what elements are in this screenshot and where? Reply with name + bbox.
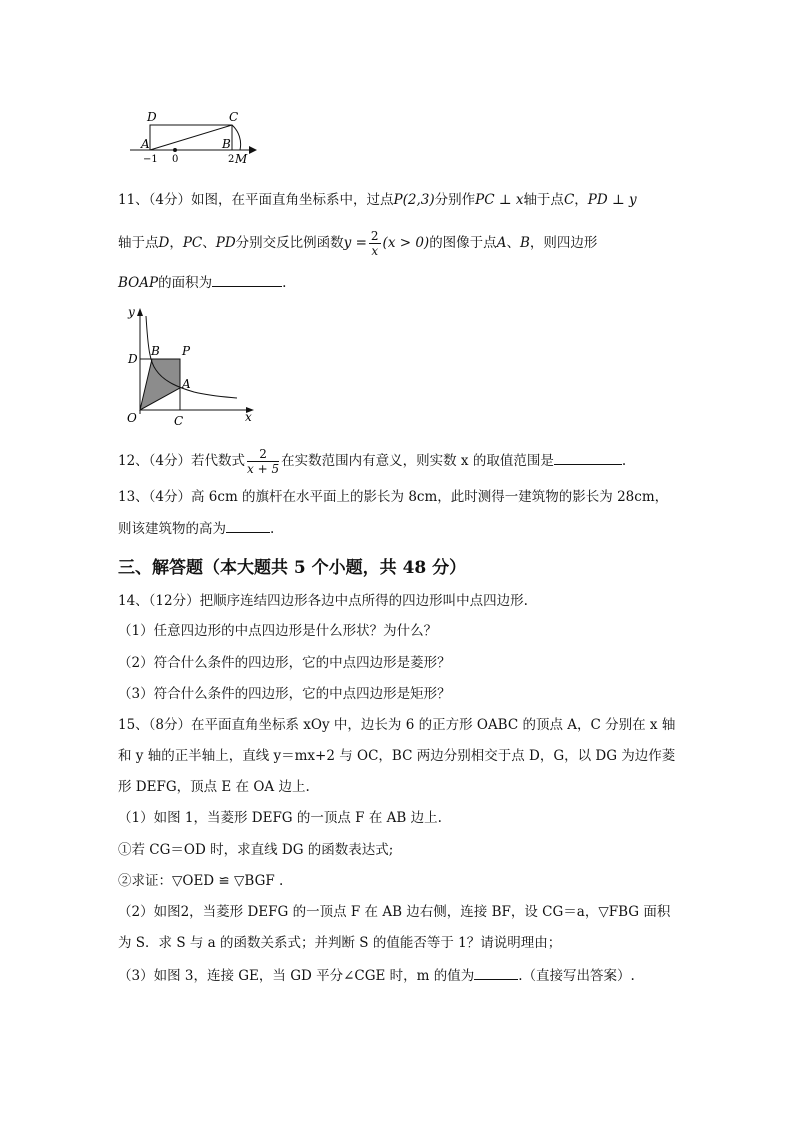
- frac-num: 2: [247, 447, 279, 462]
- q12-end: .: [621, 453, 627, 469]
- pc-perp-x: PC ⊥ x: [475, 192, 524, 208]
- q13-text: 则该建筑物的高为: [118, 521, 226, 537]
- point-C: C: [563, 192, 575, 208]
- fraction-2-over-x: [369, 229, 381, 258]
- label-C: C: [229, 110, 239, 124]
- answer-blank[interactable]: [554, 450, 622, 465]
- tick-neg1: −1: [143, 154, 158, 165]
- label-x: x: [245, 410, 252, 424]
- section-title: 三、解答题（本大题共 5 个小题，共 48 分）: [118, 558, 467, 578]
- q11-text: 的图像于点: [429, 235, 497, 251]
- q11-text: 的面积为: [158, 275, 213, 291]
- pd-perp-y: PD ⊥ y: [587, 192, 637, 208]
- segment-PC: PC: [182, 235, 203, 251]
- q15-line5: ①若 CG＝OD 时，求直线 DG 的函数表达式;: [118, 842, 394, 858]
- q11-line3: [118, 272, 286, 293]
- q15-line8: 为 S．求 S 与 a 的函数关系式；并判断 S 的值能否等于 1？请说明理由；: [118, 935, 562, 951]
- q15-end: .（直接写出答案）.: [518, 968, 635, 984]
- q11-text: 11、（4分）如图，在平面直角坐标系中，过点: [118, 192, 394, 208]
- label-y: y: [128, 305, 135, 319]
- q11-sep: 、: [506, 235, 520, 251]
- q14-part3: （3）符合什么条件的四边形，它的中点四边形是矩形？: [118, 686, 451, 702]
- label-M: M: [235, 152, 248, 166]
- q11-text: 轴于点: [523, 192, 564, 208]
- number-line-figure: [125, 108, 260, 166]
- q13-line2: [118, 518, 274, 539]
- q11-end: .: [282, 275, 287, 291]
- q11-text: 轴于点: [118, 235, 159, 251]
- q13-line1: 13、（4分）高 6cm 的旗杆在水平面上的影长为 8cm，此时测得一建筑物的影长为 28cm，: [118, 489, 669, 505]
- q15-text: （3）如图 3，连接 GE，当 GD 平分∠CGE 时，m 的值为: [118, 968, 475, 984]
- tick-0: 0: [172, 154, 179, 165]
- label-P: P: [182, 344, 191, 358]
- fraction-2-over-x-plus-5: [247, 447, 279, 476]
- frac-den: x: [371, 244, 379, 258]
- answer-blank[interactable]: [474, 965, 518, 980]
- hyperbola-figure: [122, 304, 262, 430]
- q12-line: [118, 444, 626, 478]
- q15-line6: ②求证：▽OED ≌ ▽BGF .: [118, 873, 284, 889]
- label-A: A: [141, 137, 150, 151]
- q15-line3: 形 DEFG，顶点 E 在 OA 边上.: [118, 779, 310, 795]
- label-O: O: [127, 411, 137, 425]
- tick-2: 2: [228, 154, 235, 165]
- label-A: A: [182, 377, 191, 391]
- q13-end: .: [270, 521, 275, 537]
- q12-text: 在实数范围内有意义，则实数 x 的取值范围是: [281, 453, 554, 469]
- label-B: B: [222, 137, 231, 151]
- q11-text: 分别交反比例函数: [235, 235, 344, 251]
- domain-condition: (x > 0): [382, 235, 430, 251]
- frac-num: 2: [370, 229, 379, 243]
- point-B: B: [519, 235, 530, 251]
- label-D: D: [128, 352, 138, 366]
- q11-sep: 、: [202, 235, 216, 251]
- label-C: C: [174, 414, 184, 428]
- q11-line2: [118, 226, 597, 260]
- point-D: D: [158, 235, 170, 251]
- q11-line1: [118, 190, 637, 210]
- diagonal-AC: [150, 125, 232, 150]
- origin-dot: [173, 148, 177, 152]
- point-A: A: [496, 235, 507, 251]
- answer-blank[interactable]: [226, 518, 270, 533]
- point-P: P(2,3): [393, 192, 435, 208]
- answer-blank[interactable]: [212, 272, 282, 287]
- q15-line2: 和 y 轴的正半轴上，直线 y＝mx+2 与 OC，BC 两边分别相交于点 D，G，以 DG 为边作菱: [118, 748, 676, 764]
- y-arrow-icon: [137, 308, 143, 316]
- segment-PD: PD: [215, 235, 236, 251]
- q11-sep: ，: [574, 192, 588, 208]
- label-B: B: [151, 344, 160, 358]
- q15-line4: （1）如图 1，当菱形 DEFG 的一顶点 F 在 AB 边上.: [118, 810, 442, 826]
- label-D: D: [147, 110, 157, 124]
- arc-CM: [232, 125, 241, 150]
- frac-den: x + 5: [247, 462, 280, 476]
- q14-part1: （1）任意四边形的中点四边形是什么形状？为什么？: [118, 623, 438, 639]
- q15-line1: 15、（8分）在平面直角坐标系 xOy 中，边长为 6 的正方形 OABC 的顶点 A，C 分别在 x 轴: [118, 717, 676, 733]
- function-y: y =: [343, 235, 367, 251]
- q14-stem: 14、（12分）把顺序连结四边形各边中点所得的四边形叫中点四边形.: [118, 593, 528, 609]
- q11-sep: ，: [169, 235, 183, 251]
- q11-text: 分别作: [434, 192, 476, 208]
- q15-line9: [118, 965, 635, 986]
- q11-text: ，则四边形: [529, 235, 598, 251]
- quad-BOAP: BOAP: [118, 275, 159, 291]
- q15-line7: （2）如图2，当菱形 DEFG 的一顶点 F 在 AB 边右侧，连接 BF，设 CG＝a，▽FBG 面积: [118, 904, 671, 920]
- q14-part2: （2）符合什么条件的四边形，它的中点四边形是菱形？: [118, 655, 451, 671]
- q12-text: 12、（4分）若代数式: [118, 453, 246, 469]
- arrow-head-icon: [249, 146, 257, 154]
